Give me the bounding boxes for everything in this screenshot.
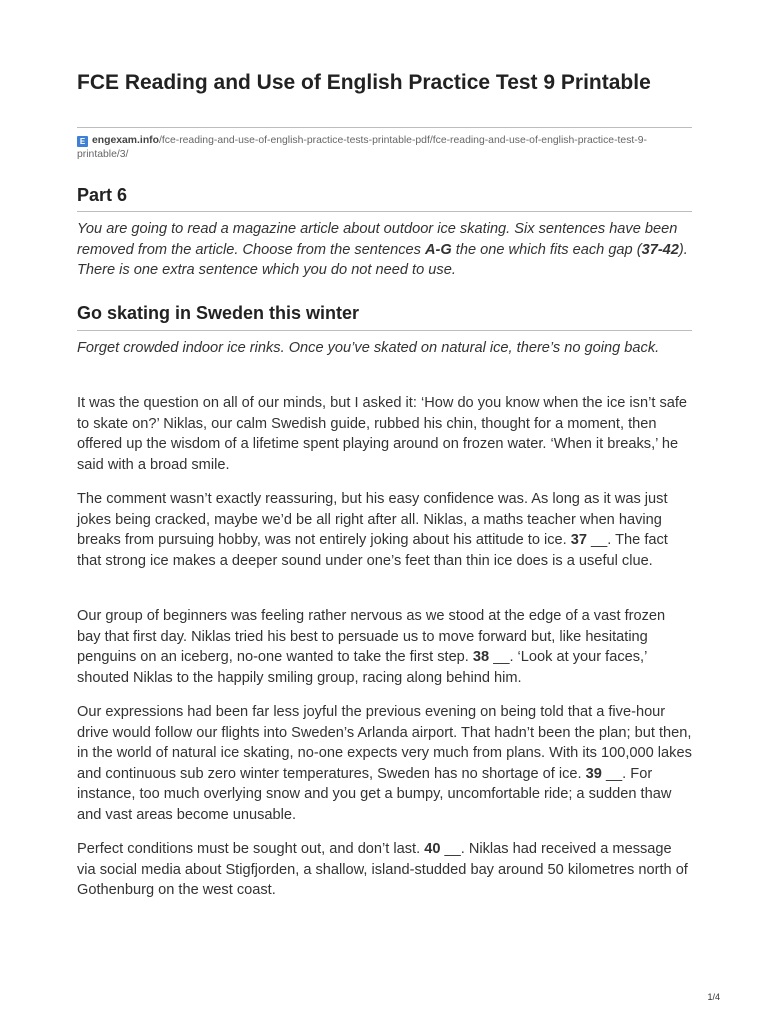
gap-39: 39 [585,765,602,782]
divider [77,330,692,331]
divider [77,127,692,128]
part-heading: Part 6 [77,185,128,205]
gap-38: 38 [472,649,490,666]
article-intro: Forget crowded indoor ice rinks. Once you’ve skated on natural ice, there’s no going back. [77,340,660,356]
source-domain: engexam.info [92,135,159,146]
paragraph-3: Our group of beginners was feeling rather nervous as we stood at the edge of a vast frozen bay that first day. Niklas tried his best to persuade us to move forward but, like hesitating penguins on an iceberg, no-one wanted to take the first step. 38 __. ‘Look at your faces,’ shouted Niklas to the happily smiling group, racing along behind him. [77,608,666,686]
site-logo-icon: E [77,136,88,147]
instructions: You are going to read a magazine article about outdoor ice skating. Six sentences have been removed from the article. Choose from the sentences A-G the one which fits each gap (37-42). There is one extra sentence which you do not need to use. [77,221,688,279]
source-path: /fce-reading-and-use-of-english-practice-tests-printable-pdf/fce-reading-and-use-of-english-practice-test-9-printable/3/ [77,135,647,160]
gap-37: 37 [570,532,587,549]
divider [77,211,692,212]
page-number: 1/4 [707,992,720,1002]
page-title: FCE Reading and Use of English Practice Test 9 Printable [77,71,651,94]
paragraph-1: It was the question on all of our minds, but I asked it: ‘How do you know when the ice isn’t safe to skate on?’ Niklas, our calm Swedish guide, rubbed his chin, thought for a moment, then offered up the wisdom of a lifetime spent playing around on frozen water. ‘When it breaks,’ he said with a broad smile. [77,395,688,473]
source-url[interactable] [77,134,692,162]
gap-40: 40 [424,841,441,857]
paragraph-2: The comment wasn’t exactly reassuring, but his easy confidence was. As long as it was just jokes being cracked, maybe we’d be all right after all. Niklas, a maths teacher when having breaks from pursuing hobby, was not entirely joking about his attitude to ice. 37 __. The fact that strong ice makes a deeper sound under one’s feet than thin ice does is a useful clue. [77,491,668,569]
paragraph-5: Perfect conditions must be sought out, and don’t last. 40 __. Niklas had received a message via social media about Stigfjorden, a shallow, island-studded bay around 50 kilometres north of Gothenburg on the west coast. [77,841,688,899]
article-title: Go skating in Sweden this winter [77,303,360,323]
paragraph-4: Our expressions had been far less joyful the previous evening on being told that a five-hour drive would follow our flights into Sweden’s Arlanda airport. That hadn’t been the plan; but then, in the world of natural ice skating, no-one expects very much from plans. With its 100,000 lakes and continuous sub zero winter temperatures, Sweden has no shortage of ice. 39 __. For instance, too much overlying snow and you get a bumpy, uncomfortable ride; a sudden thaw and vast areas become unusable. [77,704,692,823]
